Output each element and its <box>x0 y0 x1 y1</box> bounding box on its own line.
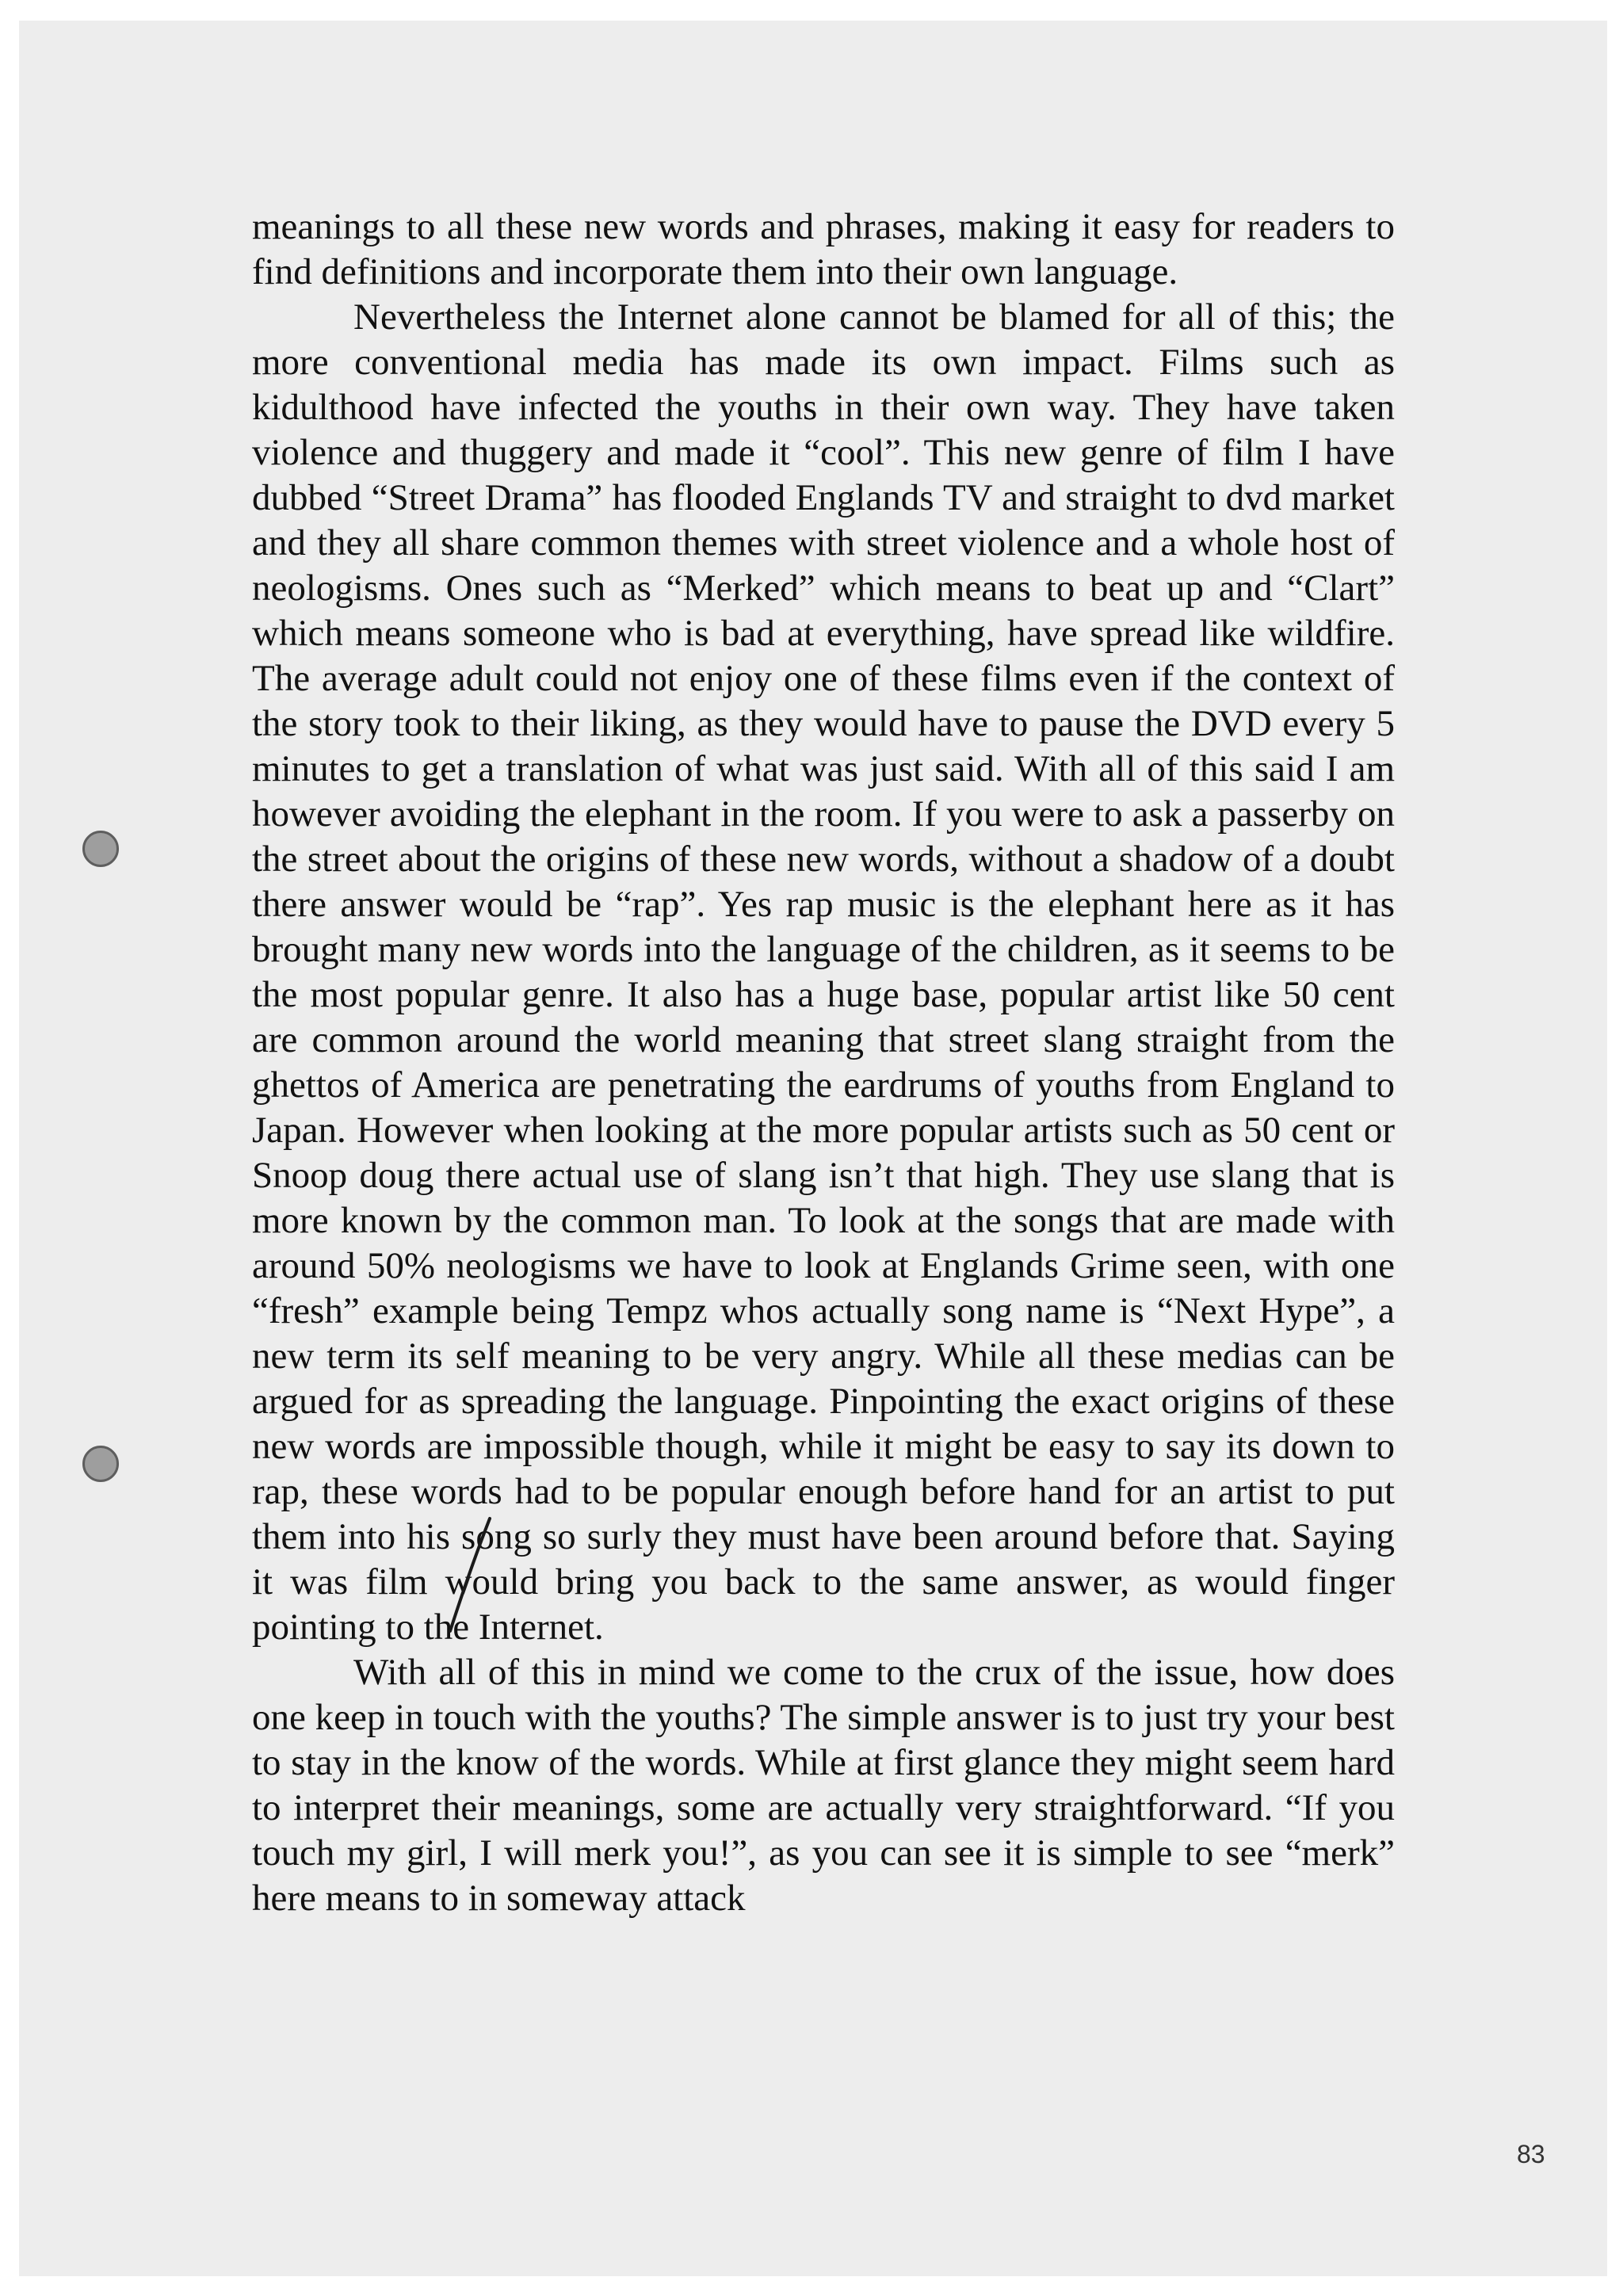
paragraph-keeping-in-touch: With all of this in mind we come to the crux of the issue, how does one keep in touch with the youths? The simple answer is to just try your best to stay in the know of the words. While at first glance they might seem hard to interpret their meanings, some are actually very straightforward. “If you touch my girl, I will merk you!”, as you can see it is simple to see “merk” here means to in someway attack <box>252 1652 1395 1919</box>
body-text <box>252 204 1395 1921</box>
paragraph-continued: meanings to all these new words and phrases, making it easy for readers to find definitions and incorporate them into their own language. <box>252 206 1395 292</box>
punch-hole-upper <box>82 831 119 867</box>
page-number: 83 <box>1517 2140 1545 2168</box>
paragraph-media-influence: Nevertheless the Internet alone cannot be blamed for all of this; the more conventional media has made its own impact. Films such as kidulthood have infected the youths in their own way. They have taken violence and thuggery and made it “cool”. This new genre of film I have dubbed “Street Drama” has flooded Englands TV and straight to dvd market and they all share common themes with street violence and a whole host of neologisms. Ones such as “Merked” which means to beat up and “Clart” which means someone who is bad at everything, have spread like wildfire. The average adult could not enjoy one of these films even if the context of the story took to their liking, as they would have to pause the DVD every 5 minutes to get a translation of what was just said. With all of this said I am however avoiding the elephant in the room. If you were to ask a passerby on the street about the origins of these new words, without a shadow of a doubt there answer would be “rap”. Yes rap music is the elephant here as it has brought many new words into the language of the children, as it seems to be the most popular genre. It also has a huge base, popular artist like 50 cent are common around the world meaning that street slang straight from the ghettos of America are penetrating the eardrums of youths from England to Japan. However when looking at the more popular artists such as 50 cent or Snoop doug there actual use of slang isn’t that high. They use slang that is more known by the common man. To look at the songs that are made with around 50% neologisms we have to look at Englands Grime seen, with one “fresh” example being Tempz whos actually song name is “Next Hype”, a new term its self meaning to be very angry. While all these medias can be argued for as spreading the language. Pinpointing the exact origins of these new words are impossible though, while it might be easy to say its down to rap, these words had to be popular enough before hand for an artist to put them into his song so surly they must have been around before that. Saying it was film would bring you back to the same answer, as would finger pointing to the Internet. <box>252 296 1395 1648</box>
punch-hole-lower <box>82 1446 119 1482</box>
handwritten-slash-mark <box>441 1515 504 1634</box>
